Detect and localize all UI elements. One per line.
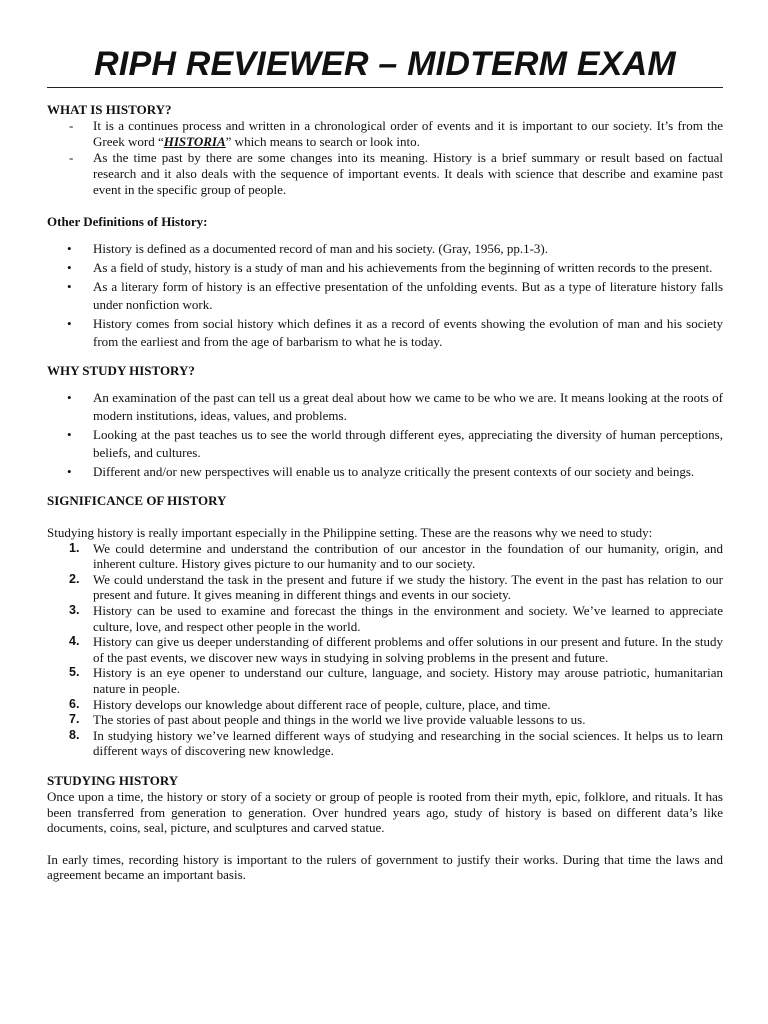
studying-history-paragraph-2: In early times, recording history is important to the rulers of government to justify their works. During that time the laws and agreement became an important basis. (47, 851, 723, 883)
studying-history-paragraph-1: Once upon a time, the history or story of a society or group of people is rooted from their myth, epic, folklore, and rituals. It has been transferred from generation to generation. Over hundred years ago, study of history is based on different data’s like documents, coins, seal, picture, and sculptures and carved statue. (47, 788, 723, 836)
heading-why-study-history: WHY STUDY HISTORY? (47, 363, 195, 378)
heading-what-is-history: WHAT IS HISTORY? (47, 102, 172, 117)
list-item: • History comes from social history which defines it as a record of events showing the evolution of man and his society from the earliest and from the age of barbarism to what he is today. (47, 315, 723, 351)
list-item: 4. History can give us deeper understanding of different problems and offer solutions in our present and future. In the study of the past events, we discover new ways in studying in solving problems in the present and future. (69, 634, 723, 665)
heading-other-definitions: Other Definitions of History: (47, 214, 208, 229)
what-is-history-list (47, 118, 723, 198)
list-item: 2. We could understand the task in the present and future if we study the history. The event in the past has relation to our present and future. It gives meaning in different things and events in our society. (69, 571, 723, 603)
why-study-list (47, 389, 723, 481)
significance-intro: Studying history is really important especially in the Philippine setting. These are the reasons why we need to study: (47, 525, 653, 540)
list-item: 6. History develops our knowledge about different race of people, culture, place, and time. (69, 696, 551, 712)
document-title: RIPH REVIEWER – MIDTERM EXAM (94, 45, 676, 83)
list-item: • Different and/or new perspectives will enable us to analyze critically the present contexts of our society and beings. (47, 463, 723, 481)
list-item: 8. In studying history we’ve learned different ways of studying and researching in the social sciences. It helps us to learn different ways of discovering new knowledge. (69, 727, 723, 759)
list-item: • Looking at the past teaches us to see the world through different eyes, appreciating the diversity of human perceptions, beliefs, and cultures. (47, 426, 723, 462)
list-item: - As the time past by there are some changes into its meaning. History is a brief summary or result based on factual research and it also deals with the sequence of important events. It deals with science that describe and examine past event in the specific group of people. (47, 150, 723, 198)
significance-list (47, 541, 723, 759)
list-item: • As a field of study, history is a study of man and his achievements from the beginning of written records to the present. (47, 259, 723, 277)
list-item: 5. History is an eye opener to understand our culture, language, and society. History may arouse patriotic, humanitarian nature in people. (69, 665, 723, 696)
list-item: - It is a continues process and written in a chronological order of events and it is important to our society. It’s from the Greek word “HISTORIA” which means to search or look into. (47, 118, 723, 150)
heading-significance-of-history: SIGNIFICANCE OF HISTORY (47, 493, 227, 508)
list-item: 7. The stories of past about people and things in the world we live provide valuable lessons to us. (69, 712, 586, 728)
list-item: 3. History can be used to examine and forecast the things in the environment and society. We’ve learned to appreciate culture, love, and respect other people in the world. (69, 602, 723, 634)
other-definitions-list (47, 240, 723, 351)
list-item: 1. We could determine and understand the contribution of our ancestor in the foundation of our humanity, origin, and inherent culture. History gives picture to our humanity and to our society. (69, 540, 723, 572)
greek-word-historia: HISTORIA (163, 134, 226, 149)
title-underline (47, 87, 723, 88)
document-body (47, 102, 723, 883)
list-item: • As a literary form of history is an effective presentation of the unfolding events. But as a type of literature history falls under nonfiction work. (47, 278, 723, 314)
list-item: • History is defined as a documented record of man and his society. (Gray, 1956, pp.1-3). (47, 240, 723, 258)
heading-studying-history: STUDYING HISTORY (47, 772, 179, 788)
list-item: • An examination of the past can tell us a great deal about how we came to be who we are. It means looking at the roots of modern institutions, ideas, values, and problems. (47, 389, 723, 425)
